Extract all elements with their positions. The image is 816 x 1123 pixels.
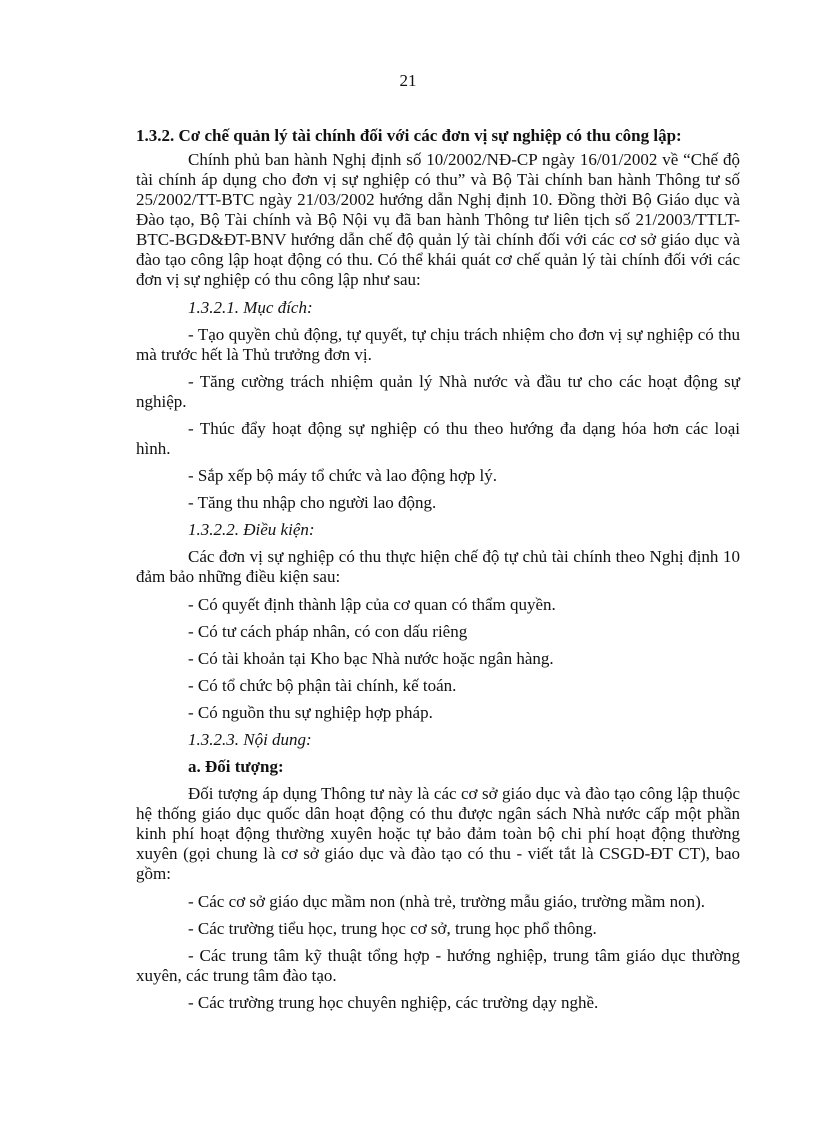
list-item: - Có tư cách pháp nhân, có con dấu riêng [188,622,468,641]
list-item: - Thúc đẩy hoạt động sự nghiệp có thu theo hướng đa dạng hóa hơn các loại hình. [136,419,740,458]
list-item: - Các cơ sở giáo dục mầm non (nhà trẻ, trường mẫu giáo, trường mầm non). [188,892,706,911]
sub-heading-doi-tuong: a. Đối tượng: [188,757,284,776]
list-item: - Có nguồn thu sự nghiệp hợp pháp. [188,703,433,722]
list-item: - Tạo quyền chủ động, tự quyết, tự chịu trách nhiệm cho đơn vị sự nghiệp có thu mà trước hết là Thủ trưởng đơn vị. [136,325,740,364]
dieu-kien-intro: Các đơn vị sự nghiệp có thu thực hiện chế độ tự chủ tài chính theo Nghị định 10 đảm bảo những điều kiện sau: [136,547,740,586]
list-item: - Tăng thu nhập cho người lao động. [188,493,437,512]
list-item: - Các trường trung học chuyên nghiệp, các trường dạy nghề. [188,993,599,1012]
subsection-title-noi-dung: 1.3.2.3. Nội dung: [188,730,312,749]
list-item: - Tăng cường trách nhiệm quản lý Nhà nước và đầu tư cho các hoạt động sự nghiệp. [136,372,740,411]
intro-paragraph: Chính phủ ban hành Nghị định số 10/2002/NĐ-CP ngày 16/01/2002 về “Chế độ tài chính áp dụng cho đơn vị sự nghiệp có thu” và Bộ Tài chính ban hành Thông tư số 25/2002/TT-BTC ngày 21/03/2002 hướng dẫn Nghị định 10. Đồng thời Bộ Giáo dục và Đào tạo, Bộ Tài chính và Bộ Nội vụ đã ban hành Thông tư liên tịch số 21/2003/TTLT-BTC-BGD&ĐT-BNV hướng dẫn chế độ quản lý tài chính đối với các cơ sở giáo dục và đào tạo công lập hoạt động có thu. Có thể khái quát cơ chế quản lý tài chính đối với các đơn vị sự nghiệp có thu công lập như sau: [136,150,740,289]
list-item: - Các trung tâm kỹ thuật tổng hợp - hướng nghiệp, trung tâm giáo dục thường xuyên, các trung tâm đào tạo. [136,946,740,985]
page-number: 21 [399,71,417,90]
section-heading: 1.3.2. Cơ chế quản lý tài chính đối với các đơn vị sự nghiệp có thu công lập: [136,126,682,145]
list-item: - Có tổ chức bộ phận tài chính, kế toán. [188,676,457,695]
list-item: - Các trường tiểu học, trung học cơ sở, trung học phổ thông. [188,919,597,938]
document-body [136,126,740,1020]
doi-tuong-paragraph: Đối tượng áp dụng Thông tư này là các cơ sở giáo dục và đào tạo công lập thuộc hệ thống giáo dục quốc dân hoạt động có thu được ngân sách Nhà nước cấp một phần kinh phí hoạt động thường xuyên hoặc tự bảo đảm toàn bộ chi phí hoạt động thường xuyên (gọi chung là cơ sở giáo dục và đào tạo có thu - viết tắt là CSGD-ĐT CT), bao gồm: [136,784,740,883]
list-item: - Sắp xếp bộ máy tổ chức và lao động hợp lý. [188,466,498,485]
list-item: - Có quyết định thành lập của cơ quan có thẩm quyền. [188,595,556,614]
subsection-title-dieu-kien: 1.3.2.2. Điều kiện: [188,520,315,539]
subsection-title-muc-dich: 1.3.2.1. Mục đích: [188,298,313,317]
list-item: - Có tài khoản tại Kho bạc Nhà nước hoặc ngân hàng. [188,649,554,668]
